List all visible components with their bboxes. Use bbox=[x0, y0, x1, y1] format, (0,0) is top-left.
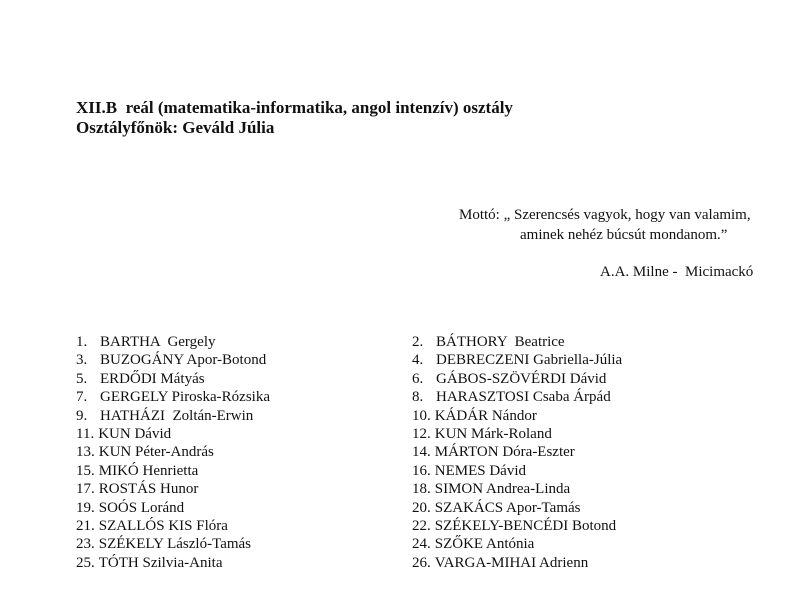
student-name: KUN Márk-Roland bbox=[434, 425, 552, 442]
student-list-item bbox=[76, 554, 270, 572]
student-number: 21. bbox=[76, 517, 95, 534]
student-list-item bbox=[76, 535, 270, 553]
student-number: 17. bbox=[76, 481, 95, 498]
student-number: 20. bbox=[412, 499, 431, 516]
student-number: 2. bbox=[412, 334, 424, 350]
student-number: 13. bbox=[76, 444, 95, 461]
student-list-item bbox=[412, 517, 622, 535]
student-name: HARASZTOSI Csaba Árpád bbox=[436, 389, 611, 406]
student-list-item bbox=[76, 351, 270, 369]
student-number: 5. bbox=[76, 370, 88, 387]
student-number: 18. bbox=[412, 481, 431, 498]
document-heading bbox=[76, 98, 513, 138]
student-number: 12. bbox=[412, 425, 431, 442]
student-list-item bbox=[412, 407, 622, 425]
student-name: SZÉKELY László-Tamás bbox=[98, 536, 252, 553]
student-name: SZAKÁCS Apor-Tamás bbox=[434, 499, 581, 516]
student-name: DEBRECZENI Gabriella-Júlia bbox=[436, 352, 623, 369]
student-name: NEMES Dávid bbox=[434, 462, 526, 479]
motto-author: A.A. Milne - Micimackó bbox=[600, 264, 754, 280]
student-name: GÁBOS-SZÖVÉRDI Dávid bbox=[436, 370, 607, 387]
student-name: VARGA-MIHAI Adrienn bbox=[434, 554, 589, 571]
student-number: 26. bbox=[412, 554, 431, 571]
student-name: SZÉKELY-BENCÉDI Botond bbox=[434, 517, 617, 534]
student-number: 8. bbox=[412, 389, 424, 406]
motto-block bbox=[459, 205, 754, 280]
student-list-item bbox=[76, 517, 270, 535]
student-list-item bbox=[76, 370, 270, 388]
student-name: KÁDÁR Nándor bbox=[434, 407, 537, 424]
student-list-item bbox=[412, 462, 622, 480]
student-name: SOÓS Loránd bbox=[98, 499, 185, 516]
student-number: 11. bbox=[76, 425, 95, 442]
student-list-item bbox=[76, 388, 270, 406]
student-number: 9. bbox=[76, 407, 88, 424]
motto-line-1: Mottó: „ Szerencsés vagyok, hogy van valamim, bbox=[459, 207, 751, 223]
student-number: 3. bbox=[76, 352, 88, 369]
student-name: BUZOGÁNY Apor-Botond bbox=[100, 352, 267, 369]
student-list-item bbox=[412, 425, 622, 443]
student-number: 24. bbox=[412, 536, 431, 553]
student-list-item bbox=[76, 333, 270, 351]
student-number: 15. bbox=[76, 462, 95, 479]
student-list-item bbox=[76, 462, 270, 480]
student-list-item bbox=[412, 370, 622, 388]
class-title: XII.B reál (matematika-informatika, angol intenzív) osztály bbox=[76, 98, 513, 117]
student-name: BARTHA Gergely bbox=[100, 334, 216, 350]
student-number: 7. bbox=[76, 389, 88, 406]
student-number: 25. bbox=[76, 554, 95, 571]
student-name: SZŐKE Antónia bbox=[434, 536, 535, 553]
student-list-item bbox=[412, 333, 622, 351]
student-number: 14. bbox=[412, 444, 431, 461]
student-name: SZALLÓS KIS Flóra bbox=[98, 517, 228, 534]
head-teacher: Osztályfőnök: Geváld Júlia bbox=[76, 118, 275, 137]
student-name: KUN Dávid bbox=[98, 425, 172, 442]
student-list-right bbox=[412, 333, 622, 572]
student-number: 10. bbox=[412, 407, 431, 424]
student-name: TÓTH Szilvia-Anita bbox=[98, 554, 223, 571]
student-number: 1. bbox=[76, 334, 88, 350]
student-list-item bbox=[76, 407, 270, 425]
student-name: ROSTÁS Hunor bbox=[98, 481, 199, 498]
student-number: 6. bbox=[412, 370, 424, 387]
student-list-item bbox=[76, 443, 270, 461]
student-list-item bbox=[412, 554, 622, 572]
student-name: BÁTHORY Beatrice bbox=[436, 334, 565, 350]
student-number: 19. bbox=[76, 499, 95, 516]
student-number: 22. bbox=[412, 517, 431, 534]
student-list-item bbox=[76, 425, 270, 443]
student-name: MIKÓ Henrietta bbox=[98, 462, 199, 479]
student-number: 23. bbox=[76, 536, 95, 553]
student-list-item bbox=[412, 351, 622, 369]
student-name: SIMON Andrea-Linda bbox=[434, 481, 571, 498]
student-list-item bbox=[412, 480, 622, 498]
student-name: HATHÁZI Zoltán-Erwin bbox=[100, 407, 254, 424]
student-list-item bbox=[412, 535, 622, 553]
student-list-item bbox=[412, 499, 622, 517]
student-name: KUN Péter-András bbox=[98, 444, 214, 461]
student-list-item bbox=[76, 480, 270, 498]
student-name: MÁRTON Dóra-Eszter bbox=[434, 444, 575, 461]
student-list-item bbox=[76, 499, 270, 517]
student-number: 4. bbox=[412, 352, 424, 369]
student-name: GERGELY Piroska-Rózsika bbox=[100, 389, 271, 406]
student-list-item bbox=[412, 388, 622, 406]
student-number: 16. bbox=[412, 462, 431, 479]
motto-line-2: aminek nehéz búcsút mondanom.” bbox=[520, 227, 728, 243]
student-list-item bbox=[412, 443, 622, 461]
student-list-left bbox=[76, 333, 270, 572]
student-name: ERDŐDI Mátyás bbox=[100, 370, 205, 387]
